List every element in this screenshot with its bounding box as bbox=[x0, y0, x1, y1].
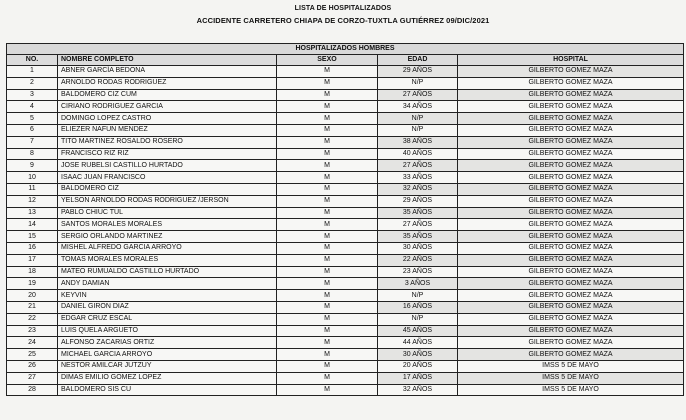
row-number: 25 bbox=[7, 349, 58, 361]
patient-sex: M bbox=[277, 349, 378, 361]
patient-hospital: GILBERTO GOMEZ MAZA bbox=[458, 77, 684, 89]
column-header-hospital: HOSPITAL bbox=[458, 55, 684, 66]
patient-hospital: GILBERTO GOMEZ MAZA bbox=[458, 325, 684, 337]
patient-sex: M bbox=[277, 301, 378, 313]
patient-age: 20 AÑOS bbox=[378, 360, 458, 372]
patient-sex: M bbox=[277, 278, 378, 290]
patient-name: BALDOMERO SIS CU bbox=[58, 384, 277, 396]
table-row bbox=[7, 290, 684, 302]
patient-name: JOSE RUBELSI CASTILLO HURTADO bbox=[58, 160, 277, 172]
table-row bbox=[7, 349, 684, 361]
patient-sex: M bbox=[277, 360, 378, 372]
patient-name: KEYVIN bbox=[58, 290, 277, 302]
patient-age: 32 AÑOS bbox=[378, 384, 458, 396]
patient-age: 30 AÑOS bbox=[378, 349, 458, 361]
patient-name: NESTOR AMILCAR JUTZUY bbox=[58, 360, 277, 372]
patient-name: DOMINGO LOPEZ CASTRO bbox=[58, 113, 277, 125]
patient-hospital: GILBERTO GOMEZ MAZA bbox=[458, 349, 684, 361]
group-header: HOSPITALIZADOS HOMBRES bbox=[7, 44, 684, 55]
patient-name: ARNOLDO RODAS RODRIGUEZ bbox=[58, 77, 277, 89]
column-header-no: NO. bbox=[7, 55, 58, 66]
patient-name: YELSON ARNOLDO RODAS RODRIGUEZ /JERSON bbox=[58, 195, 277, 207]
row-number: 5 bbox=[7, 113, 58, 125]
patient-sex: M bbox=[277, 124, 378, 136]
patient-name: MISHEL ALFREDO GARCIA ARROYO bbox=[58, 242, 277, 254]
patient-hospital: GILBERTO GOMEZ MAZA bbox=[458, 160, 684, 172]
patient-hospital: IMSS 5 DE MAYO bbox=[458, 360, 684, 372]
patient-sex: M bbox=[277, 77, 378, 89]
column-header-row bbox=[7, 55, 684, 66]
patient-hospital: GILBERTO GOMEZ MAZA bbox=[458, 313, 684, 325]
patient-sex: M bbox=[277, 207, 378, 219]
table-row bbox=[7, 136, 684, 148]
patient-age: 27 AÑOS bbox=[378, 219, 458, 231]
table-row bbox=[7, 101, 684, 113]
table-row bbox=[7, 207, 684, 219]
patient-name: BALDOMERO CIZ bbox=[58, 183, 277, 195]
patient-sex: M bbox=[277, 160, 378, 172]
patient-sex: M bbox=[277, 148, 378, 160]
patient-hospital: GILBERTO GOMEZ MAZA bbox=[458, 219, 684, 231]
row-number: 4 bbox=[7, 101, 58, 113]
patient-name: FRANCISCO RIZ RIZ bbox=[58, 148, 277, 160]
patient-age: 27 AÑOS bbox=[378, 89, 458, 101]
patient-age: 30 AÑOS bbox=[378, 242, 458, 254]
patient-sex: M bbox=[277, 183, 378, 195]
patient-hospital: IMSS 5 DE MAYO bbox=[458, 384, 684, 396]
row-number: 28 bbox=[7, 384, 58, 396]
patient-name: MATEO RUMUALDO CASTILLO HURTADO bbox=[58, 266, 277, 278]
patient-age: N/P bbox=[378, 124, 458, 136]
patient-sex: M bbox=[277, 254, 378, 266]
patient-name: PABLO CHIUC TUL bbox=[58, 207, 277, 219]
table-row bbox=[7, 66, 684, 78]
patient-age: N/P bbox=[378, 77, 458, 89]
patient-sex: M bbox=[277, 231, 378, 243]
row-number: 27 bbox=[7, 372, 58, 384]
patient-age: 16 AÑOS bbox=[378, 301, 458, 313]
table-row bbox=[7, 195, 684, 207]
table-row bbox=[7, 313, 684, 325]
patient-name: DIMAS EMILIO GOMEZ LOPEZ bbox=[58, 372, 277, 384]
table-row bbox=[7, 278, 684, 290]
patient-sex: M bbox=[277, 337, 378, 349]
patient-name: ANDY DAMIAN bbox=[58, 278, 277, 290]
patient-name: SANTOS MORALES MORALES bbox=[58, 219, 277, 231]
patient-name: EDGAR CRUZ ESCAL bbox=[58, 313, 277, 325]
patient-age: 38 AÑOS bbox=[378, 136, 458, 148]
patient-sex: M bbox=[277, 66, 378, 78]
patient-hospital: GILBERTO GOMEZ MAZA bbox=[458, 124, 684, 136]
row-number: 21 bbox=[7, 301, 58, 313]
patient-age: 29 AÑOS bbox=[378, 195, 458, 207]
table-row bbox=[7, 325, 684, 337]
patient-sex: M bbox=[277, 242, 378, 254]
patient-sex: M bbox=[277, 384, 378, 396]
row-number: 13 bbox=[7, 207, 58, 219]
patient-age: N/P bbox=[378, 113, 458, 125]
patient-age: 3 AÑOS bbox=[378, 278, 458, 290]
patient-sex: M bbox=[277, 219, 378, 231]
column-header-sexo: SEXO bbox=[277, 55, 378, 66]
table-row bbox=[7, 148, 684, 160]
patient-sex: M bbox=[277, 195, 378, 207]
column-header-edad: EDAD bbox=[378, 55, 458, 66]
patient-sex: M bbox=[277, 325, 378, 337]
patient-age: 32 AÑOS bbox=[378, 183, 458, 195]
patient-name: TITO MARTINEZ ROSALDO ROSERO bbox=[58, 136, 277, 148]
row-number: 2 bbox=[7, 77, 58, 89]
document-title: LISTA DE HOSPITALIZADOS bbox=[294, 5, 392, 12]
patient-age: 40 AÑOS bbox=[378, 148, 458, 160]
patient-hospital: IMSS 5 DE MAYO bbox=[458, 372, 684, 384]
table-row bbox=[7, 231, 684, 243]
row-number: 1 bbox=[7, 66, 58, 78]
patient-hospital: GILBERTO GOMEZ MAZA bbox=[458, 113, 684, 125]
table-row bbox=[7, 172, 684, 184]
patient-name: ELIEZER NAFUN MENDEZ bbox=[58, 124, 277, 136]
row-number: 22 bbox=[7, 313, 58, 325]
patient-age: 22 AÑOS bbox=[378, 254, 458, 266]
patient-hospital: GILBERTO GOMEZ MAZA bbox=[458, 148, 684, 160]
table-row bbox=[7, 113, 684, 125]
patient-name: DANIEL GIRON DIAZ bbox=[58, 301, 277, 313]
patient-hospital: GILBERTO GOMEZ MAZA bbox=[458, 101, 684, 113]
patient-sex: M bbox=[277, 101, 378, 113]
patient-hospital: GILBERTO GOMEZ MAZA bbox=[458, 278, 684, 290]
patient-hospital: GILBERTO GOMEZ MAZA bbox=[458, 290, 684, 302]
hospitalized-table bbox=[6, 43, 684, 396]
patient-hospital: GILBERTO GOMEZ MAZA bbox=[458, 337, 684, 349]
patient-hospital: GILBERTO GOMEZ MAZA bbox=[458, 301, 684, 313]
patient-hospital: GILBERTO GOMEZ MAZA bbox=[458, 89, 684, 101]
table-row bbox=[7, 124, 684, 136]
table-row bbox=[7, 219, 684, 231]
patient-sex: M bbox=[277, 172, 378, 184]
patient-age: 33 AÑOS bbox=[378, 172, 458, 184]
patient-hospital: GILBERTO GOMEZ MAZA bbox=[458, 254, 684, 266]
patient-sex: M bbox=[277, 313, 378, 325]
table-body bbox=[7, 66, 684, 396]
table-row bbox=[7, 242, 684, 254]
group-header-row bbox=[7, 44, 684, 55]
patient-sex: M bbox=[277, 266, 378, 278]
patient-hospital: GILBERTO GOMEZ MAZA bbox=[458, 66, 684, 78]
table-row bbox=[7, 266, 684, 278]
row-number: 23 bbox=[7, 325, 58, 337]
patient-age: 23 AÑOS bbox=[378, 266, 458, 278]
row-number: 17 bbox=[7, 254, 58, 266]
patient-age: N/P bbox=[378, 290, 458, 302]
patient-age: 29 AÑOS bbox=[378, 66, 458, 78]
patient-sex: M bbox=[277, 113, 378, 125]
table-row bbox=[7, 337, 684, 349]
patient-age: N/P bbox=[378, 313, 458, 325]
patient-hospital: GILBERTO GOMEZ MAZA bbox=[458, 207, 684, 219]
patient-age: 35 AÑOS bbox=[378, 207, 458, 219]
row-number: 18 bbox=[7, 266, 58, 278]
patient-age: 35 AÑOS bbox=[378, 231, 458, 243]
patient-name: MICHAEL GARCIA ARROYO bbox=[58, 349, 277, 361]
patient-age: 17 AÑOS bbox=[378, 372, 458, 384]
row-number: 14 bbox=[7, 219, 58, 231]
patient-sex: M bbox=[277, 136, 378, 148]
row-number: 11 bbox=[7, 183, 58, 195]
table-row bbox=[7, 254, 684, 266]
row-number: 8 bbox=[7, 148, 58, 160]
patient-hospital: GILBERTO GOMEZ MAZA bbox=[458, 242, 684, 254]
row-number: 12 bbox=[7, 195, 58, 207]
patient-sex: M bbox=[277, 290, 378, 302]
row-number: 26 bbox=[7, 360, 58, 372]
patient-hospital: GILBERTO GOMEZ MAZA bbox=[458, 183, 684, 195]
row-number: 24 bbox=[7, 337, 58, 349]
table-row bbox=[7, 372, 684, 384]
row-number: 20 bbox=[7, 290, 58, 302]
row-number: 7 bbox=[7, 136, 58, 148]
patient-age: 45 AÑOS bbox=[378, 325, 458, 337]
patient-name: ABNER GARCÍA BEDONA bbox=[58, 66, 277, 78]
row-number: 15 bbox=[7, 231, 58, 243]
patient-name: SERGIO ORLANDO MARTINEZ bbox=[58, 231, 277, 243]
row-number: 6 bbox=[7, 124, 58, 136]
table-row bbox=[7, 160, 684, 172]
patient-name: BALDOMERO CIZ CUM bbox=[58, 89, 277, 101]
table-row bbox=[7, 384, 684, 396]
column-header-name: NOMBRE COMPLETO bbox=[58, 55, 277, 66]
patient-name: CIRIANO RODRIGUEZ GARCIA bbox=[58, 101, 277, 113]
table-row bbox=[7, 360, 684, 372]
patient-sex: M bbox=[277, 372, 378, 384]
row-number: 3 bbox=[7, 89, 58, 101]
patient-hospital: GILBERTO GOMEZ MAZA bbox=[458, 231, 684, 243]
patient-name: LUIS QUELA ARGUETO bbox=[58, 325, 277, 337]
patient-age: 27 AÑOS bbox=[378, 160, 458, 172]
patient-name: ALFONSO ZACARIAS ORTIZ bbox=[58, 337, 277, 349]
table-row bbox=[7, 301, 684, 313]
patient-hospital: GILBERTO GOMEZ MAZA bbox=[458, 136, 684, 148]
row-number: 9 bbox=[7, 160, 58, 172]
table-row bbox=[7, 183, 684, 195]
patient-age: 34 AÑOS bbox=[378, 101, 458, 113]
patient-hospital: GILBERTO GOMEZ MAZA bbox=[458, 266, 684, 278]
patient-age: 44 AÑOS bbox=[378, 337, 458, 349]
table-row bbox=[7, 89, 684, 101]
patient-sex: M bbox=[277, 89, 378, 101]
table-row bbox=[7, 77, 684, 89]
patient-hospital: GILBERTO GOMEZ MAZA bbox=[458, 195, 684, 207]
patient-name: TOMAS MORALES MORALES bbox=[58, 254, 277, 266]
row-number: 16 bbox=[7, 242, 58, 254]
patient-name: ISAAC JUAN FRANCISCO bbox=[58, 172, 277, 184]
patient-hospital: GILBERTO GOMEZ MAZA bbox=[458, 172, 684, 184]
document-subtitle: ACCIDENTE CARRETERO CHIAPA DE CORZO-TUXTLA GUTIÉRREZ 09/DIC/2021 bbox=[196, 16, 490, 25]
row-number: 19 bbox=[7, 278, 58, 290]
row-number: 10 bbox=[7, 172, 58, 184]
